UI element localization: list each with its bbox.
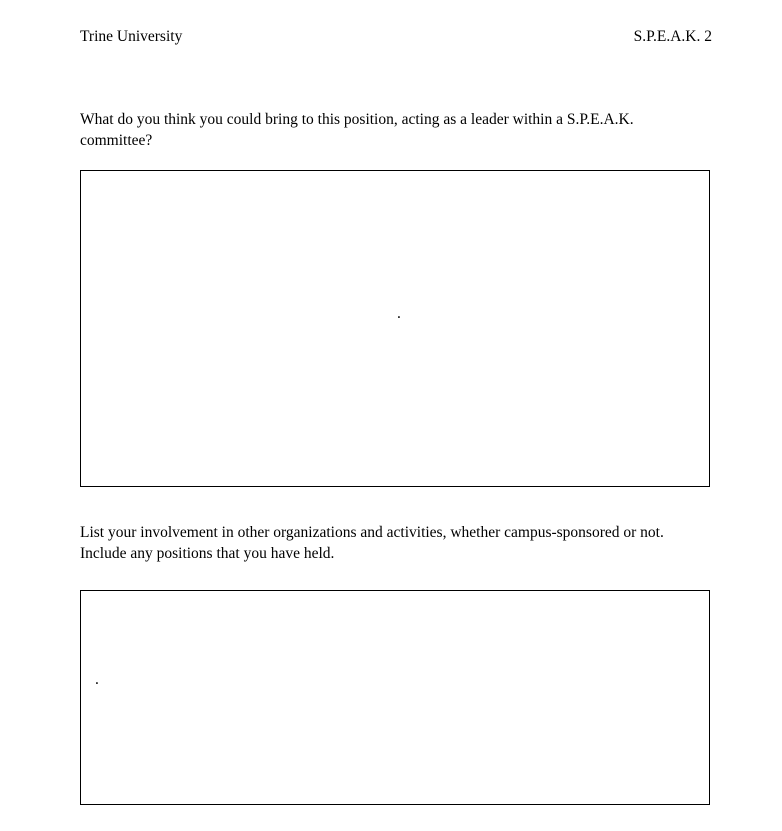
question-1-answer-text: . (397, 305, 401, 322)
question-2-answer-text: . (95, 671, 99, 688)
question-1-prompt: What do you think you could bring to this position, acting as a leader within a S.P.E.A.K. committee? (80, 111, 634, 150)
header-form-title: S.P.E.A.K. 2 (633, 28, 712, 45)
question-2-prompt: List your involvement in other organizations and activities, whether campus-sponsored or not. Include any positions that you have held. (80, 524, 664, 563)
page-header (80, 28, 712, 47)
question-2-answer-box[interactable] (80, 590, 710, 805)
header-institution: Trine University (80, 28, 183, 45)
question-1-answer-box[interactable] (80, 170, 710, 487)
